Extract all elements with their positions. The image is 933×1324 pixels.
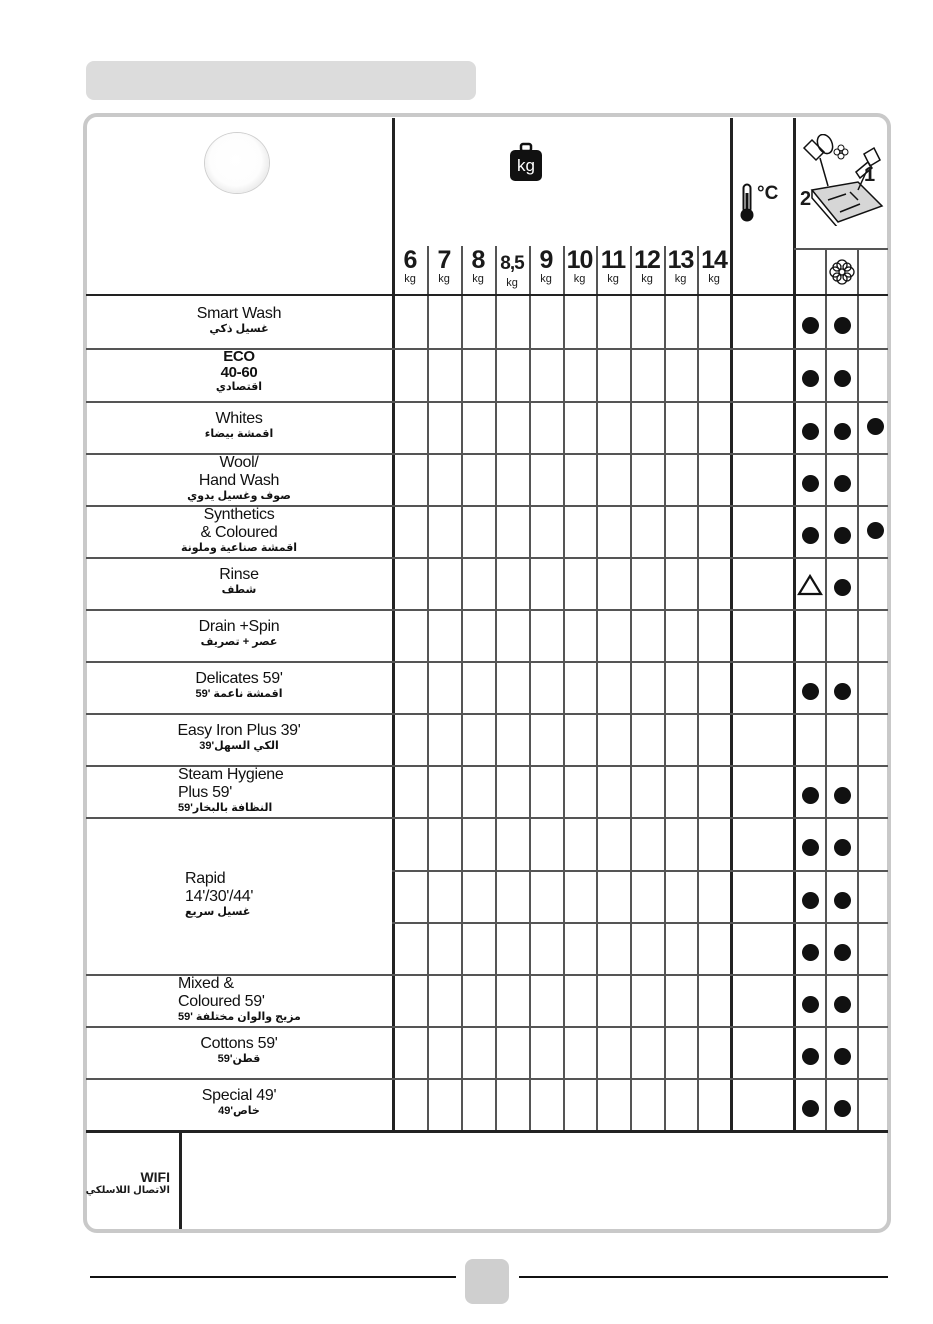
program-name: Coloured 59' [178,992,265,1010]
program-name-arabic: اقمشة صناعية وملونة [180,541,298,554]
kg-unit: kg [641,273,653,285]
program-name: Drain +Spin [198,618,280,635]
kg-unit: kg [506,277,518,289]
kg-column-header [461,247,495,285]
detergent-dot-icon [867,522,884,539]
kg-value: 6 [403,246,417,274]
detergent-dot-icon [834,892,851,909]
footer-rule-left [90,1276,456,1278]
kg-unit: kg [438,273,450,285]
program-name: Rinse [219,566,259,583]
detergent-dot-icon [834,839,851,856]
weight-icon-label: kg [517,156,535,175]
program-row [86,618,392,649]
grid-vline [529,246,531,1130]
detergent-dot-icon [834,996,851,1013]
kg-unit: kg [540,273,552,285]
grid-hline [86,1130,888,1133]
detergent-dot-icon [802,996,819,1013]
weight-kg-icon [508,142,544,182]
program-name: Mixed & [178,974,234,992]
kg-column-header [393,247,427,285]
grid-hline [794,248,888,250]
detergent-dot-icon [802,683,819,700]
kg-unit: kg [708,273,720,285]
page-number-badge [465,1259,509,1304]
kg-column-header [630,247,664,285]
grid-vline [563,246,565,1130]
program-name: 40-60 [220,364,258,381]
program-name-arabic: شطف [221,584,257,596]
program-row [86,1035,392,1066]
kg-column-header [563,247,596,285]
program-name-arabic: غسيل ذكي [209,322,269,335]
detergent-dot-icon [834,579,851,596]
grid-vline [825,248,827,1130]
program-row [86,410,392,441]
selector-knob-icon [205,133,269,193]
program-row [86,670,392,701]
grid-hline [86,401,888,403]
kg-value: 11 [600,246,626,274]
detergent-dot-icon [834,475,851,492]
kg-column-header [495,247,529,289]
grid-hline [86,609,888,611]
drawer-number-2: 2 [800,188,812,210]
kg-value: 14 [701,246,727,274]
detergent-dot-icon [834,317,851,334]
kg-value: 13 [667,246,694,274]
detergent-dot-icon [802,527,819,544]
grid-vline [461,246,463,1130]
program-name: Whites [215,410,263,427]
kg-column-header [596,247,630,285]
kg-unit: kg [674,273,687,285]
grid-vline [596,246,598,1130]
detergent-dot-icon [834,423,851,440]
program-row [86,506,392,555]
grid-hline [86,557,888,559]
detergent-dot-icon [834,683,851,700]
kg-value: 7 [437,246,451,274]
program-name-arabic: 59'النظافة بالبخار [178,801,273,814]
grid-hline [86,1026,888,1028]
detergent-dot-icon [867,418,884,435]
program-name: Special 49' [201,1087,277,1104]
kg-column-header [529,247,563,285]
kg-unit: kg [573,273,586,285]
detergent-dot-icon [834,1100,851,1117]
kg-unit: kg [404,273,416,285]
kg-value: 12 [634,246,660,274]
thermometer-icon [740,183,754,223]
footer-rule-right [519,1276,888,1278]
program-name-arabic: 59' مزيج والوان مختلفة [178,1010,301,1023]
grid-vline [495,246,497,1130]
wifi-title: WIFI [140,1169,170,1185]
detergent-dot-icon [834,787,851,804]
detergent-dot-icon [802,944,819,961]
program-name-arabic: غسيل سريع [185,906,251,918]
program-name-arabic: 59'قطن [217,1053,261,1065]
grid-vline [697,246,699,1130]
program-name: Wool/ [219,453,259,471]
optional-triangle-icon [797,574,823,596]
grid-hline [86,294,888,296]
program-row [185,870,385,919]
program-name: ECO [223,348,255,365]
program-row [86,454,392,503]
detergent-dot-icon [802,1100,819,1117]
program-row [86,349,392,394]
detergent-dot-icon [834,944,851,961]
temperature-label: °C [757,183,779,204]
program-name: Easy Iron Plus 39' [177,722,301,739]
detergent-dot-icon [802,423,819,440]
kg-column-header [697,247,731,285]
grid-vline [664,246,666,1130]
program-row [86,722,392,753]
program-name: Rapid [185,870,226,887]
kg-unit: kg [607,273,619,285]
program-row [178,766,378,815]
grid-hline [86,1078,888,1080]
program-name: Hand Wash [198,471,280,489]
kg-value: 8 [471,246,485,274]
grid-hline [392,922,888,924]
grid-vline [793,118,796,1130]
kg-value: 9 [539,246,553,274]
detergent-dot-icon [802,839,819,856]
detergent-dot-icon [802,892,819,909]
program-name: Smart Wash [196,304,282,322]
detergent-dot-icon [834,527,851,544]
grid-vline [630,246,632,1130]
program-row [86,566,392,597]
kg-column-header [427,247,461,285]
detergent-dot-icon [802,317,819,334]
wifi-cell [86,1133,180,1229]
grid-hline [86,661,888,663]
kg-value: 10 [566,246,593,274]
program-name: Cottons 59' [200,1035,278,1052]
section-title-bar [86,61,476,100]
detergent-dot-icon [834,1048,851,1065]
program-row [86,1087,392,1118]
grid-vline [857,248,859,1130]
grid-vline [427,246,429,1130]
program-name: 14'/30'/44' [185,888,254,905]
program-name-arabic: اقتصادي [215,381,263,393]
program-name-arabic: عصر + تصريف [200,636,278,648]
kg-unit: kg [472,273,484,285]
grid-hline [392,870,888,872]
program-name: Delicates 59' [195,670,283,687]
program-name-arabic: 59' اقمشة ناعمة [195,688,283,700]
detergent-dot-icon [802,1048,819,1065]
flower-softener-icon [829,259,855,285]
program-name-arabic: 49'خاص [218,1105,260,1117]
wifi-arabic-label: الاتصال اللاسلكي [85,1185,170,1196]
program-name: Synthetics [203,505,275,523]
program-name: Steam Hygiene [178,765,284,783]
detergent-dot-icon [802,787,819,804]
kg-column-header [664,247,697,285]
drawer-number-1: 1 [864,164,876,186]
program-name-arabic: 39'الكي السهل [199,740,279,752]
program-row [178,975,378,1024]
grid-hline [86,713,888,715]
kg-value: 8,5 [500,253,524,274]
detergent-dot-icon [802,475,819,492]
detergent-dot-icon [802,370,819,387]
program-name-arabic: صوف وغسيل يدوي [187,489,291,502]
program-name-arabic: اقمشة بيضاء [204,428,274,440]
detergent-dot-icon [834,370,851,387]
detergent-drawer-icon [798,134,886,226]
program-name: Plus 59' [178,783,233,801]
program-row [86,305,392,336]
grid-hline [86,817,888,819]
program-name: & Coloured [200,523,278,541]
